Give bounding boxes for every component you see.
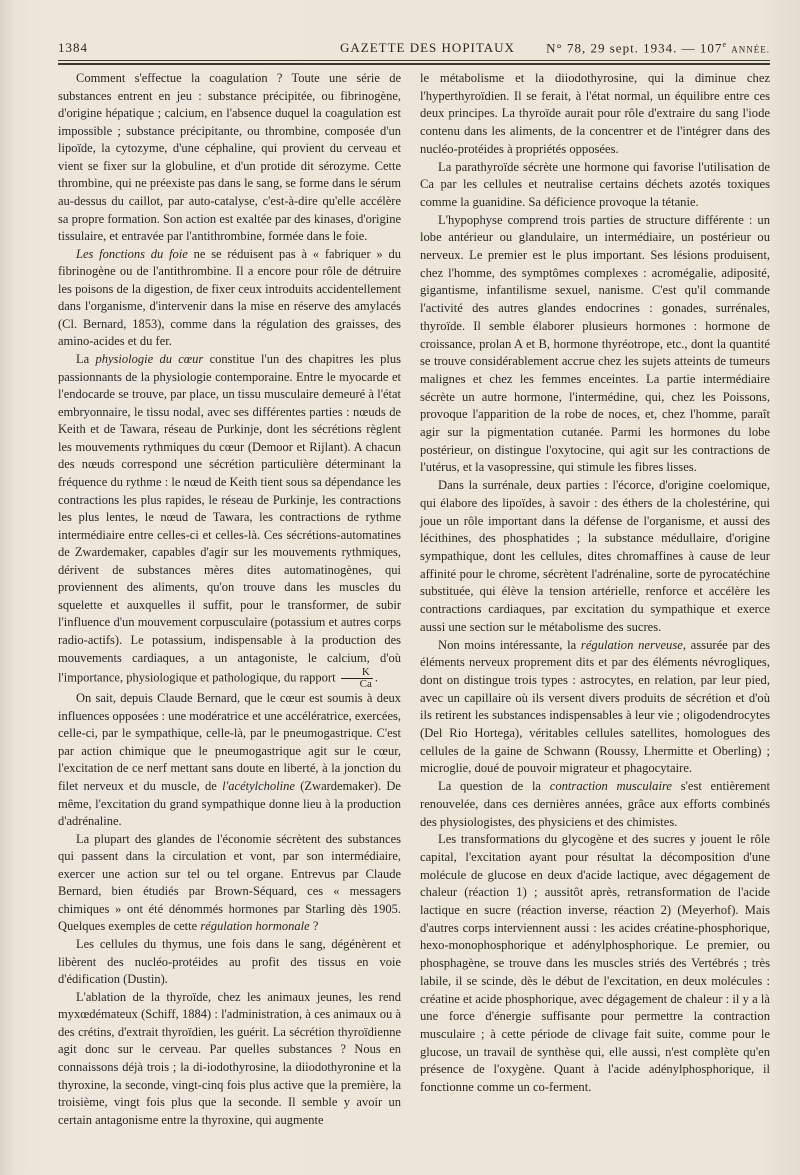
fraction-denominator: Ca [359,678,372,691]
paragraph-muscle: La question de la contraction musculaire s'est entièrement renouvelée, dans ces dernières années, grâce aux efforts combinés des physiologistes, des physiciens et des chimistes. [420,779,770,829]
left-column [58,70,401,1129]
term-nervous-regulation: régulation nerveuse [580,637,683,652]
issue-annee: ANNÉE. [731,44,770,55]
paragraph-nervous-regulation: Non moins intéressante, la régulation nerveuse, assurée par des éléments nerveux proprement dits et par des éléments névrogliques, dont on distingue trois types : astrocytes, en relation, par leur pied, avec un capillaire où ils versent divers produits de sécrétion et d'où ils retirent les substances indispensables à leur vie ; oligodendrocytes (Del Rio Hortega), véritables cellules satellites, homologues des cellules de la gaine de Schwann (Roussy, Lhermitte et Oberling) ; microglie, doué de pouvoir migrateur et phagocytaire. [420,637,770,776]
paragraph-heart: La physiologie du cœur constitue l'un des chapitres les plus passionnants de la physiologie contemporaine. Entre le myocarde et l'endocarde se trouve, par place, un tissu musculaire demeuré à l'état embryonnaire, le tissu nodal, avec ses différentes parties : nœuds de Keith et de Tawara, réseau de Purkinje, dont les sécrétions règlent les mouvements rythmiques du cœur (Demoor et Rijlant). A chacun des nœuds correspond une sécrétion particulière déterminant la fréquence du rythme : le nœud de Keith tient sous sa dépendance les contractions les plus rapides, le réseau de Purkinje, les contractions les plus lentes, le nœud de Tawara, les contractions de rythme intermédiaire entre celles-ci et celles-là. Ces sécrétions-automatines de Zwardemaker, capables d'agir sur les mouvements rythmiques, dérivent de substances mères dites automatinogènes, qui proviennent des aliments, qu'on trouve dans les muscles du squelette et auxquelles il suffit, pour le transformer, de subir l'influence d'un mouvement corpusculaire (potassium et autres corps radio-actifs). Le potassium, indispensable à la production des mouvements cardiaques, a un antagoniste, le calcium, d'où l'importance, physiologique et pathologique, du rapport $\frac{K}{Ca}$ . [58,352,401,691]
heading-heart-physiology: physiologie du cœur [95,352,204,366]
term-hormonal-regulation: régulation hormonale [200,919,310,934]
paragraph-hypophysis: L'hypophyse comprend trois parties de structure différente : un lobe antérieur ou glandulaire, un intermédiaire, un postérieur ou nerveux. Le premier est le plus important. Ses lésions produisent, chez l'homme, des symptômes complexes : acromégalie, adiposité, gigantisme, infantilisme sexuel, nanisme. C'est qu'il commande l'activité des autres glandes endocrines : gonades, surrénales, thyroïde. Il semble élaborer plusieurs hormones : hormone de croissance, prolan A et B, hormone thyréotrope, etc., dont la quantité se trouve considérablement accrue chez les sujets atteints de tumeurs malignes et chez les femmes enceintes. La partie intermédiaire sécrète un autre hormone, l'intermédine, qui, chez les Poissons, provoque l'apparition de la robe de noces, et, chez l'homme, paraît agir sur la pigmentation cutanée. Parmi les hormones du lobe postérieur, on distingue l'oxytocine, qui agit sur les contractions de l'utérus, et la vasopressine, qui stimule les fibres lisses. [420,212,770,475]
paragraph-hormones: La plupart des glandes de l'économie sécrètent des substances qui passent dans la circulation et vont, par son intermédiaire, exercer une action sur tel ou tel organe. Entrevus par Claude Bernard, bien étudiés par Brown-Séquard, ces « messagers chimiques » ont été dénommés hormones par Starling dès 1905. Quelques exemples de cette régulation hormonale ? [58,831,401,934]
issue-info [546,40,770,56]
issue-date: N° 78, 29 sept. 1934. — 107 [546,40,723,56]
header-rule-top [58,60,770,61]
header-rule-bottom [58,63,770,65]
term-acetylcholine: l'acétylcholine [222,778,295,793]
paragraph-adrenal: Dans la surrénale, deux parties : l'écorce, d'origine coelomique, qui élabore des lipoïdes, à savoir : des éthers de la cholestérine, qui joue un rôle important dans la défense de l'organisme, et aussi des lécithines, des phosphatides ; la substance médullaire, d'origine sympathique, dont les cellules, dites chromaffines à cause de leur affinité pour le chrome, sécrètent l'adrénaline, sorte de pyrocatéchine substituée, qui élève la tension artérielle, renforce et accélère les contractions cardiaques, par excitation du sympathique et exerce aussi une section sur le métabolisme des sucres. [420,478,770,634]
paragraph-thyroid-cont: le métabolisme et la diiodothyrosine, qui la diminue chez l'hyperthyroïdien. Il se ferait, à l'état normal, un équilibre entre ces deux principes. La thyroïde aurait pour rôle d'extraire du sang l'iode contenu dans les aliments, de la concentrer et de l'intégrer dans des nucléo-protéides à propriétés opposées. [420,71,770,156]
journal-title: GAZETTE DES HOPITAUX [340,40,515,55]
fraction-k-ca [341,667,373,690]
term-muscular-contraction: contraction musculaire [549,779,672,794]
fraction-numerator: K [341,667,373,679]
paragraph-thyroid: L'ablation de la thyroïde, chez les animaux jeunes, les rend myxœdémateux (Schiff, 1884) : l'administration, à ces animaux ou à des crétins, d'extrait thyroïdien, les guérit. La sécrétion thyroïdienne agit donc sur le cerveau. Par quelles substances ? Nous en connaissons déjà trois ; la di-iodothyrosine, la diiodothyronine et la thyroxine, la seconde, vingt-cinq fois plus active que la première, la troisième, vingt fois plus que la seconde. Il semble y avoir un certain antagonisme entre la thyroxine, qui augmente [58,989,401,1127]
right-column [420,70,770,1097]
paragraph-glycogen: Les transformations du glycogène et des sucres y jouent le rôle capital, l'excitation ayant pour résultat la décomposition d'une molécule de glucose en deux d'acide lactique, avec dégagement de chaleur (réaction 1) ; aussitôt après, retransformation de l'acide lactique en sucre (réaction inverse, réaction 2) (Meyerhof). Mais d'autres corps interviennent aussi : les acides créatine-phosphorique, hexo-monophosphorique et adénylphosphorique. Le premier, ou phosphagène, se trouve dans les muscles striés des Vertébrés ; très labile, il se scinde, dès le début de l'excitation, en deux molécules : créatine et acide phosphorique, avec dégagement de chaleur : il y a là une force d'énergie suffisante pour permettre la contraction musculaire ; à cette période de clivage fait suite, comme pour le glucose, un travail de synthèse qui, elle aussi, n'est complète qu'en présence de l'oxygène. Quant à l'acide adénylphosphorique, il fonctionne comme un co-ferment. [420,832,770,1095]
paragraph-nerves: On sait, depuis Claude Bernard, que le cœur est soumis à deux influences opposées : une modératrice et une accélératrice, exercées, celle-ci, par le sympathique, celle-là, par le pneumogastrique. C'est par action chimique que le pneumogastrique agit sur le cœur, l'excitation de ce nerf mettant sans doute en liberté, à la jonction du filet nerveux et du muscle, de l'acétylcholine (Zwardemaker). De même, l'excitation du grand sympathique donne lieu à la production d'adrénaline. [58,691,401,829]
heading-liver-functions: Les fonctions du foie [76,246,188,261]
paragraph-thymus: Les cellules du thymus, une fois dans le sang, dégénèrent et libèrent des nucléo-protéides au profit des tissus en voie d'édification (Dustin). [58,937,401,987]
page-header [58,40,770,60]
issue-sup: e [722,40,727,49]
page-number: 1384 [58,40,88,55]
paragraph-parathyroid: La parathyroïde sécrète une hormone qui favorise l'utilisation de Ca par les cellules et neutralise certains déchets azotés toxiques comme la guanidine. Sa déficience provoque la tétanie. [420,159,770,209]
paragraph-liver: Les fonctions du foie ne se réduisent pas à « fabriquer » du fibrinogène ou de l'antithrombine. Il a encore pour rôle de détruire les poisons de la digestion, de fixer ceux introduits accidentellement dans l'organisme, d'intervenir dans la mise en réserve des amylacés (Cl. Bernard, 1853), comme dans la régulation des graisses, des amino-acides et du fer. [58,246,401,349]
paragraph-coagulation: Comment s'effectue la coagulation ? Toute une série de substances entrent en jeu : substance précipitée, ou fibrinogène, d'origine hépatique ; calcium, en l'absence duquel la coagulation est impossible ; substance précipitante, ou thrombine, composée d'un lipoïde, la cytozyme, d'une céphaline, qui provient du cerveau et vient se fixer sur la globuline, et d'un protide dit sérozyme. Cette thrombine, qui ne préexiste pas dans le sang, se forme dans le sérum au-dessus du caillot, par auto-catalyse, c'est-à-dire qu'elle accélère sa propre formation. Son action est exaltée par des kinases, d'origine tissulaire, et entravée par l'antithrombine, formée dans le foie. [58,71,401,244]
